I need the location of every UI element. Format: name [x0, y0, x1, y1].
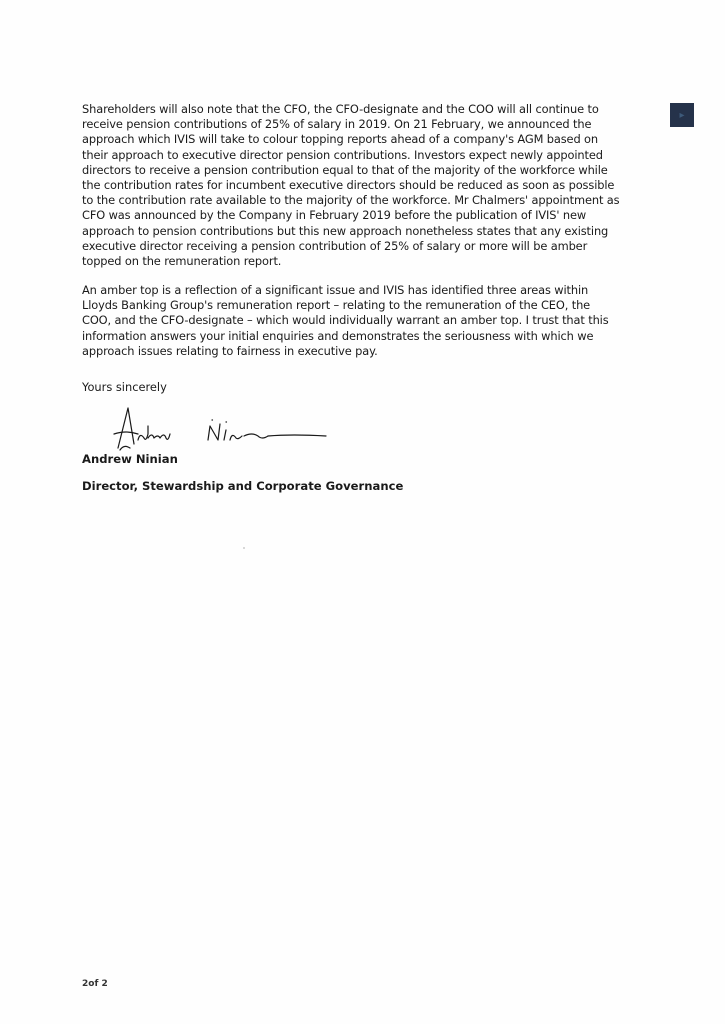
arrow-right-icon: ▸ — [679, 109, 685, 121]
paragraph-text: An amber top is a reflection of a significant issue and IVIS has identified three areas within Lloyds Banking Group's remuneration report – relating to the remuneration of the CEO, the COO, and the CFO-designate – which would individually warrant an amber top. I trust that this information answers your initial enquiries and demonstrates the seriousness with which we approach issues relating to fairness in executive pay. — [82, 283, 609, 358]
body-paragraph-1 — [82, 102, 622, 269]
body-paragraph-2 — [82, 283, 622, 359]
scan-speck — [243, 547, 245, 549]
page-number: 2of 2 — [82, 979, 108, 989]
signatory-title: Director, Stewardship and Corporate Governance — [82, 479, 404, 493]
side-marker — [670, 103, 694, 127]
closing-salutation: Yours sincerely — [82, 380, 167, 394]
signatory-name: Andrew Ninian — [82, 452, 178, 466]
handwritten-signature-icon — [112, 404, 342, 454]
paragraph-text: Shareholders will also note that the CFO, the CFO-designate and the COO will all continue to receive pension contributions of 25% of salary in 2019. On 21 February, we announced the approach which IVIS will take to colour topping reports ahead of a company's AGM based on their approach to executive director pension contributions. Investors expect newly appointed directors to receive a pension contribution equal to that of the majority of the workforce while the contribution rates for incumbent executive directors should be reduced as soon as possible to the contribution rate available to the majority of the workforce. Mr Chalmers' appointment as CFO was announced by the Company in February 2019 before the publication of IVIS' new approach to pension contributions but this new approach nonetheless states that any existing executive director receiving a pension contribution of 25% of salary or more will be amber topped on the remuneration report. — [82, 102, 620, 269]
